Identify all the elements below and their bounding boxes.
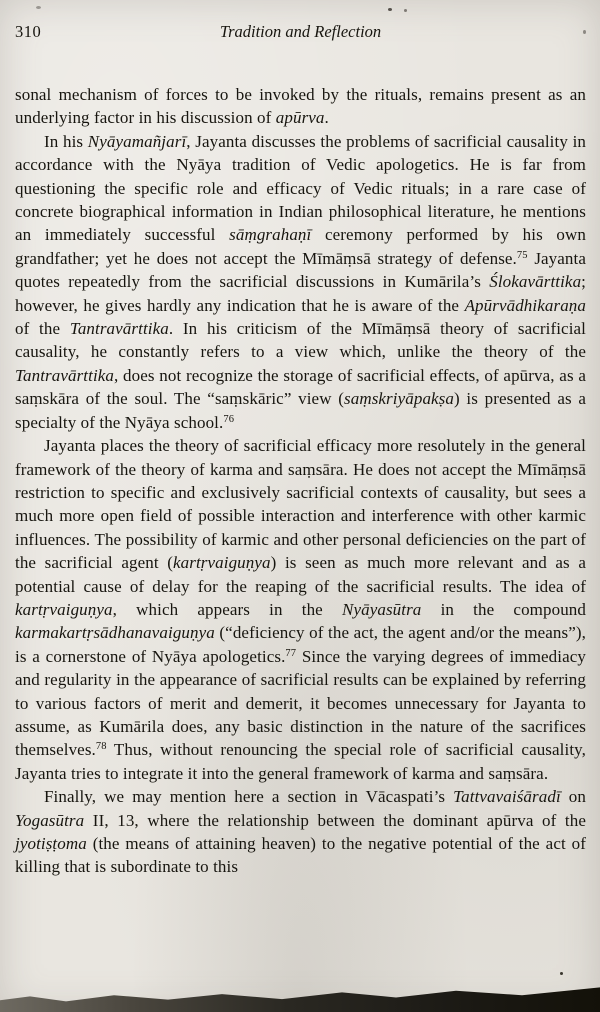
text-run: , which appears in the [112, 599, 343, 619]
footnote-ref: 76 [223, 413, 235, 425]
paragraph [15, 434, 586, 785]
scan-speck [36, 6, 41, 9]
scan-speck [583, 30, 586, 34]
text-run: . In his criticism of the Mīmāṃsā theory of sacrificial causality, he constantly refers to a view which, unlike the theory of the [15, 319, 586, 362]
paragraph [15, 83, 586, 130]
page-header [15, 22, 586, 42]
italic-term: jyotiṣṭoma [15, 834, 87, 853]
scan-speck [560, 972, 563, 975]
text-run: sonal mechanism of forces to be invoked by the rituals, remains present as an underlying factor in his discussion of [15, 85, 586, 128]
text-run: ; however, he gives hardly any indication that he is aware of the [15, 272, 586, 315]
footnote-ref: 78 [95, 741, 107, 753]
page-body [15, 83, 586, 879]
text-run: ) is presented as a specialty of the Nyāya school. [15, 389, 586, 432]
italic-term: Tattvavaiśāradī [453, 787, 561, 807]
text-run: Jayanta quotes repeatedly from the sacrificial discussions in Kumārila’s [15, 248, 586, 292]
paragraph [15, 130, 586, 434]
text-run: of the [15, 319, 70, 339]
text-run: ) is seen as much more relevant and as a potential cause of delay for the reaping of the sacrificial results. The idea of [15, 553, 586, 596]
text-run: in the compound [421, 599, 586, 619]
italic-term: Tantravārttika [69, 319, 169, 339]
italic-term: kartṛvaiguṇya [173, 553, 271, 573]
scan-edge-shadow [0, 984, 600, 1012]
text-run: Jayanta places the theory of sacrificial efficacy more resolutely in the general framework of the theory of karma and saṃsāra. He does not accept the Mīmāṃsā restriction to specific and exclusively sacrificial contexts of causality, but sees a much more open field of possible interaction and interference with other karmic influences. The possibility of karmic and other personal deficiencies on the part of the sacrificial agent ( [15, 436, 586, 573]
italic-term: sāṃgrahaṇī [229, 225, 312, 245]
text-run: Finally, we may mention here a section in Vācaspati’s [44, 787, 454, 807]
page-number: 310 [15, 22, 42, 41]
italic-term: Ślokavārttika [489, 272, 582, 292]
text-run: ceremony performed by his own grandfather; yet he does not accept the Mīmāṃsā strategy of defense. [15, 225, 586, 268]
text-run: Since the varying degrees of immediacy and regularity in the appearance of sacrificial results can be explained by referring to various factors of merit and demerit, it becomes unnecessary for Jayanta to assume, as Kumārila does, any basic distinction in the nature of the sacrifices themselves. [15, 646, 586, 760]
italic-term: Nyāyamañjarī [87, 131, 187, 151]
text-run: (the means of attaining heaven) to the negative potential of the act of killing that is subordinate to this [15, 834, 586, 877]
italic-term: karmakartṛsādhanavaiguṇya [15, 623, 215, 643]
italic-term: kartṛvaiguṇya [15, 599, 113, 619]
scan-speck [404, 9, 407, 12]
footnote-ref: 77 [285, 647, 297, 659]
italic-term: Nyāyasūtra [342, 599, 422, 619]
italic-term: saṃskriyāpakṣa [344, 389, 454, 409]
scan-speck [388, 8, 392, 11]
italic-term: Tantravārttika [15, 365, 115, 385]
italic-term: Yogasūtra [15, 810, 85, 830]
text-run: II, 13, where the relationship between the dominant apūrva of the [84, 810, 586, 830]
italic-term: Apūrvādhikaraṇa [464, 295, 586, 315]
text-run: (“deficiency of the act, the agent and/or the means”), is a cornerstone of Nyāya apologetics. [15, 623, 586, 666]
italic-term: apūrva [275, 108, 325, 128]
text-run: In his [44, 131, 88, 151]
text-run: . [324, 108, 329, 128]
text-run: on [560, 787, 586, 807]
text-run: , Jayanta discusses the problems of sacrificial causality in accordance with the Nyāya tradition of Vedic apologetics. He is far from questioning the specific role and efficacy of Vedic rituals; in a rare case of concrete biographical information in Indian philosophical literature, he mentions an immediately successful [15, 131, 586, 245]
running-title: Tradition and Reflection [219, 22, 382, 41]
text-run: , does not recognize the storage of sacrificial effects, of apūrva, as a saṃskāra of the soul. The “saṃskāric” view ( [15, 365, 586, 409]
footnote-ref: 75 [516, 249, 528, 261]
text-run: Thus, without renouncing the special role of sacrificial causality, Jayanta tries to integrate it into the general framework of karma and saṃsāra. [15, 740, 586, 783]
text-block [15, 22, 586, 879]
paragraph [15, 785, 586, 879]
